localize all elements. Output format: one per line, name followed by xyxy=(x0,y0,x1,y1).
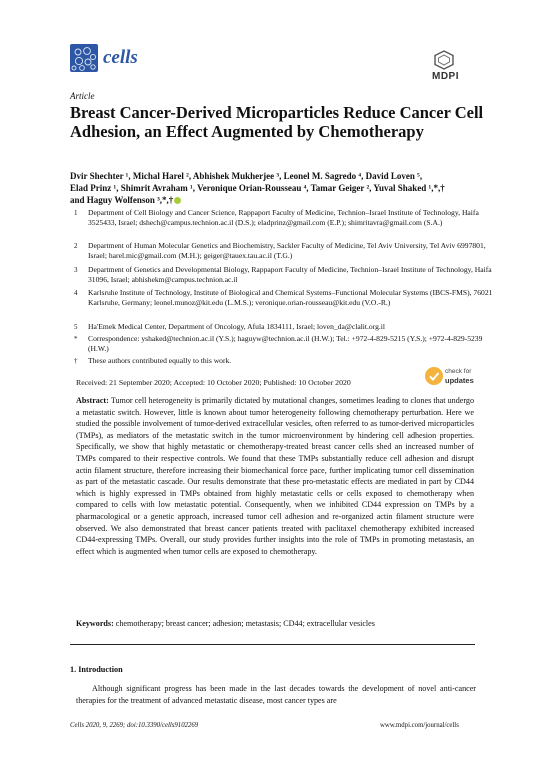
affiliation-number: 5 xyxy=(74,323,78,331)
affiliation-text: Karlsruhe Institute of Technology, Institute of Biological and Chemical Systems–Functional Molecular Systems (IBCS-FMS), 76021 Karlsruhe, Germany; leonel.munoz@kit.edu (L.M.S.); veronique.orian-rousseau@kit.edu (V.O.-R.) xyxy=(88,288,493,308)
affiliation-number: 3 xyxy=(74,266,78,274)
orcid-icon[interactable] xyxy=(174,197,181,204)
journal-logo-icon xyxy=(70,44,98,72)
affiliation-number: * xyxy=(74,335,78,343)
keywords xyxy=(76,618,474,629)
affiliation-text: Correspondence: yshaked@technion.ac.il (Y.S.); haguyw@technion.ac.il (H.W.); Tel.: +972-4-829-5215 (Y.S.); +972-4-829-5239 (H.W.) xyxy=(88,334,483,354)
affiliation-text: Ha'Emek Medical Center, Department of Oncology, Afula 1834111, Israel; loven_da@clalit.org.il xyxy=(88,322,386,331)
citation-footer: Cells 2020, 9, 2269; doi:10.3390/cells9102269 xyxy=(70,722,199,729)
abstract-label: Abstract: xyxy=(76,396,109,405)
divider xyxy=(70,644,475,645)
section-heading: 1. Introduction xyxy=(70,665,123,674)
journal-name: cells xyxy=(103,47,138,68)
abstract xyxy=(76,395,474,557)
affiliation-text: Department of Human Molecular Genetics and Biochemistry, Sackler Faculty of Medicine, Tel Aviv University, Tel Aviv 6997801, Israel; harel.mic@gmail.com (M.H.); geiger@tauex.tau.ac.il (T.G.) xyxy=(88,241,486,261)
introduction-text: Although significant progress has been made in the last decades towards the development of novel anti-cancer therapies for the treatment of advanced metastatic disease, most cancer types are xyxy=(76,684,476,705)
check-updates-label[interactable]: check for xyxy=(445,368,472,375)
keywords-text: chemotherapy; breast cancer; adhesion; metastasis; CD44; extracellular vesicles xyxy=(115,619,375,628)
affiliation-number: 4 xyxy=(74,289,78,297)
affiliation-text: Department of Cell Biology and Cancer Science, Rappaport Faculty of Medicine, Technion–Israel Institute of Technology, Haifa 3525433, Israel; dshech@campus.technion.ac.il (D.S.); eladprinz@gmail.com (E.P.); shimritavra@gmail.com (S.A.) xyxy=(88,208,479,228)
affiliation-number: 1 xyxy=(74,209,78,217)
author-line-text: and Haguy Wolfenson ³,*,† xyxy=(70,195,174,205)
author-line: Dvir Shechter ¹, Michal Harel ², Abhishek Mukherjee ³, Leonel M. Sagredo ⁴, David Loven ⁵, xyxy=(70,171,423,181)
affiliation xyxy=(70,208,490,239)
author-list xyxy=(70,170,490,206)
affiliation xyxy=(70,241,490,262)
correspondence xyxy=(70,334,490,355)
affiliation-number: † xyxy=(74,357,78,365)
publication-dates: Received: 21 September 2020; Accepted: 10 October 2020; Published: 10 October 2020 xyxy=(76,378,351,387)
publisher-name: MDPI xyxy=(432,71,459,82)
equal-contribution-note xyxy=(70,356,490,367)
keywords-label: Keywords: xyxy=(76,619,114,628)
affiliation xyxy=(70,322,490,333)
affiliation-text: Department of Genetics and Developmental Biology, Rappaport Faculty of Medicine, Technion–Israel Institute of Technology, Haifa 31096, Israel; abhishekm@campus.technion.ac.il xyxy=(88,265,492,285)
article-type: Article xyxy=(70,91,95,101)
check-updates-icon[interactable] xyxy=(425,367,443,385)
affiliation-number: 2 xyxy=(74,242,78,250)
affiliation xyxy=(70,288,493,319)
check-updates-label[interactable]: updates xyxy=(445,376,474,385)
author-line xyxy=(70,194,490,206)
abstract-text: Tumor cell heterogeneity is primarily dictated by mutational changes, sometimes leading to clones that undergo a metastatic switch. However, little is known about tumor heterogeneity following chemotherapy perturbation. Here we studied the possible involvement of tumor-derived extracellular vesicles, often referred to as tumor-derived microparticles (TMPs), as mediators of the metastatic switch in the tumor microenvironment by hindering cell adhesion properties. Specifically, we show that highly metastatic or chemotherapy-treated breast cancer cells shed an increased number of TMPs compared to their respective controls. We found that these TMPs substantially reduce cell adhesion and disrupt actin filament structure, therefore increasing their biomechanical force pace, further implicating tumor cell dissemination as part of the metastatic cascade. Our results demonstrate that these pro-metastatic effects are mediated in part by CD44 which is highly expressed in TMPs obtained from highly metastatic cells or cells exposed to chemotherapy when compared to cells with low metastatic potential. Consequently, when we inhibited CD44 expression on TMPs by a pharmacological or a genetic approach, increased tumor cell adhesion and re-organized actin filament structure were observed. We also demonstrated that breast cancer patients treated with paclitaxel chemotherapy exhibited increased CD44-expressing TMPs. Overall, our study provides further insights into the role of TMPs in promoting metastasis, an effect which is augmented when tumor cells are exposed to chemotherapy. xyxy=(76,396,474,556)
mdpi-logo-icon xyxy=(433,50,455,70)
affiliation-text: These authors contributed equally to this work. xyxy=(88,356,232,365)
journal-url[interactable]: www.mdpi.com/journal/cells xyxy=(380,722,459,729)
affiliation xyxy=(70,265,490,286)
author-line: Elad Prinz ¹, Shimrit Avraham ¹, Veronique Orian-Rousseau ⁴, Tamar Geiger ², Yuval Shaked ¹,*,† xyxy=(70,183,445,193)
article-title: Breast Cancer-Derived Microparticles Reduce Cancer Cell Adhesion, an Effect Augmented by Chemotherapy xyxy=(70,103,484,141)
